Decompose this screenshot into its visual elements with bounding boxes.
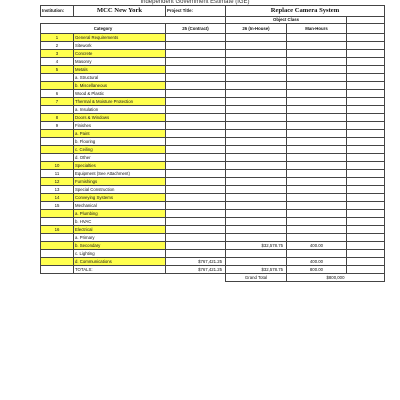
row-inhouse-amount bbox=[226, 114, 287, 122]
table-row bbox=[41, 194, 385, 202]
row-contract-amount: $767,421.25 bbox=[166, 258, 226, 266]
row-man-hours bbox=[287, 138, 347, 146]
row-number bbox=[41, 210, 74, 218]
row-blank-cell bbox=[347, 58, 385, 66]
row-inhouse-amount bbox=[226, 186, 287, 194]
table-row bbox=[41, 250, 385, 258]
row-contract-amount bbox=[166, 194, 226, 202]
row-contract-amount bbox=[166, 122, 226, 130]
row-category: Electrical bbox=[74, 226, 166, 234]
row-number: 9 bbox=[41, 122, 74, 130]
row-number bbox=[41, 106, 74, 114]
row-man-hours bbox=[287, 178, 347, 186]
row-man-hours bbox=[287, 250, 347, 258]
row-blank-cell bbox=[347, 98, 385, 106]
row-number: 2 bbox=[41, 42, 74, 50]
row-inhouse-amount bbox=[226, 162, 287, 170]
row-man-hours bbox=[287, 186, 347, 194]
row-inhouse-amount bbox=[226, 194, 287, 202]
row-man-hours bbox=[287, 154, 347, 162]
row-blank-cell bbox=[347, 266, 385, 274]
row-contract-amount bbox=[166, 234, 226, 242]
row-inhouse-amount bbox=[226, 58, 287, 66]
col-26-header: 26 (In-House) bbox=[226, 24, 287, 34]
row-number: 5 bbox=[41, 66, 74, 74]
row-contract-amount bbox=[166, 250, 226, 258]
row-man-hours bbox=[287, 122, 347, 130]
col-25-header: 25 (Contract) bbox=[166, 24, 226, 34]
row-blank-cell bbox=[347, 90, 385, 98]
header-row-columns bbox=[41, 24, 385, 34]
table-row bbox=[41, 50, 385, 58]
row-inhouse-amount bbox=[226, 146, 287, 154]
row-contract-amount bbox=[166, 146, 226, 154]
row-blank-cell bbox=[347, 202, 385, 210]
row-man-hours bbox=[287, 130, 347, 138]
row-contract-amount bbox=[166, 74, 226, 82]
category-header: Category bbox=[41, 24, 166, 34]
row-blank-cell bbox=[347, 122, 385, 130]
row-category: a. Structural bbox=[74, 74, 166, 82]
row-inhouse-amount bbox=[226, 106, 287, 114]
row-man-hours bbox=[287, 98, 347, 106]
row-man-hours bbox=[287, 234, 347, 242]
row-contract-amount bbox=[166, 202, 226, 210]
row-category: d. Communications bbox=[74, 258, 166, 266]
row-number: 4 bbox=[41, 58, 74, 66]
row-number: 7 bbox=[41, 98, 74, 106]
row-category: b. HVAC bbox=[74, 218, 166, 226]
table-row bbox=[41, 74, 385, 82]
row-man-hours bbox=[287, 34, 347, 42]
row-category: Finishes bbox=[74, 122, 166, 130]
table-row bbox=[41, 114, 385, 122]
row-inhouse-amount bbox=[226, 138, 287, 146]
row-blank-cell bbox=[347, 154, 385, 162]
header-row-object-class bbox=[41, 17, 385, 24]
row-number: 15 bbox=[41, 202, 74, 210]
row-inhouse-amount: $32,578.75 bbox=[226, 266, 287, 274]
row-category: TOTALS: bbox=[74, 266, 166, 274]
row-number: 12 bbox=[41, 178, 74, 186]
row-man-hours bbox=[287, 170, 347, 178]
table-row bbox=[41, 170, 385, 178]
row-category: a. Insulation bbox=[74, 106, 166, 114]
header-blank-cell bbox=[41, 17, 226, 24]
table-row bbox=[41, 90, 385, 98]
row-inhouse-amount bbox=[226, 202, 287, 210]
row-number: 8 bbox=[41, 114, 74, 122]
row-contract-amount bbox=[166, 90, 226, 98]
row-man-hours bbox=[287, 146, 347, 154]
row-inhouse-amount bbox=[226, 234, 287, 242]
row-man-hours bbox=[287, 90, 347, 98]
header-blank-cell bbox=[347, 24, 385, 34]
table-row bbox=[41, 66, 385, 74]
table-row bbox=[41, 178, 385, 186]
table-row bbox=[41, 58, 385, 66]
row-category: a. Primary bbox=[74, 234, 166, 242]
row-contract-amount bbox=[166, 210, 226, 218]
row-category: d. Other bbox=[74, 154, 166, 162]
row-category: Sitework bbox=[74, 42, 166, 50]
row-inhouse-amount bbox=[226, 82, 287, 90]
row-contract-amount bbox=[166, 58, 226, 66]
grand-total-row bbox=[41, 274, 385, 282]
row-inhouse-amount bbox=[226, 98, 287, 106]
row-blank-cell bbox=[347, 106, 385, 114]
row-man-hours bbox=[287, 58, 347, 66]
row-inhouse-amount bbox=[226, 258, 287, 266]
row-inhouse-amount bbox=[226, 226, 287, 234]
table-row bbox=[41, 226, 385, 234]
row-number bbox=[41, 130, 74, 138]
row-contract-amount bbox=[166, 34, 226, 42]
row-number bbox=[41, 234, 74, 242]
institution-label: Institution: bbox=[41, 6, 74, 17]
estimate-table bbox=[40, 5, 385, 282]
row-blank-cell bbox=[347, 170, 385, 178]
row-blank-cell bbox=[347, 74, 385, 82]
row-blank-cell bbox=[347, 250, 385, 258]
row-man-hours bbox=[287, 42, 347, 50]
row-inhouse-amount bbox=[226, 250, 287, 258]
row-number: 3 bbox=[41, 50, 74, 58]
table-row bbox=[41, 202, 385, 210]
row-contract-amount bbox=[166, 170, 226, 178]
row-inhouse-amount bbox=[226, 130, 287, 138]
table-row bbox=[41, 258, 385, 266]
row-number: 14 bbox=[41, 194, 74, 202]
grand-total-value: $800,000 bbox=[287, 274, 385, 282]
row-blank-cell bbox=[347, 194, 385, 202]
table-row bbox=[41, 34, 385, 42]
row-category: Equipment (See Attachment) bbox=[74, 170, 166, 178]
row-inhouse-amount bbox=[226, 218, 287, 226]
row-number bbox=[41, 266, 74, 274]
institution-value: MCC New York bbox=[74, 6, 166, 17]
row-category: a. Plumbing bbox=[74, 210, 166, 218]
row-contract-amount bbox=[166, 162, 226, 170]
row-number: 6 bbox=[41, 90, 74, 98]
table-row bbox=[41, 234, 385, 242]
grand-total-label: Grand Total bbox=[226, 274, 287, 282]
row-blank-cell bbox=[347, 50, 385, 58]
row-category: General Requirements bbox=[74, 34, 166, 42]
row-contract-amount bbox=[166, 106, 226, 114]
row-category: Mechanical bbox=[74, 202, 166, 210]
row-man-hours bbox=[287, 162, 347, 170]
row-contract-amount bbox=[166, 218, 226, 226]
row-blank-cell bbox=[347, 178, 385, 186]
row-man-hours bbox=[287, 50, 347, 58]
object-class-label: Object Class bbox=[226, 17, 347, 24]
row-inhouse-amount bbox=[226, 34, 287, 42]
row-blank-cell bbox=[347, 42, 385, 50]
row-number bbox=[41, 154, 74, 162]
row-contract-amount bbox=[166, 114, 226, 122]
row-contract-amount bbox=[166, 82, 226, 90]
row-category: Masonry bbox=[74, 58, 166, 66]
row-category: b. Secondary bbox=[74, 242, 166, 250]
row-contract-amount bbox=[166, 98, 226, 106]
row-man-hours: 400.00 bbox=[287, 258, 347, 266]
row-contract-amount bbox=[166, 242, 226, 250]
row-man-hours bbox=[287, 202, 347, 210]
row-category: c. Lighting bbox=[74, 250, 166, 258]
row-category: Thermal & Moisture Protection bbox=[74, 98, 166, 106]
table-row bbox=[41, 242, 385, 250]
row-number bbox=[41, 74, 74, 82]
row-man-hours bbox=[287, 66, 347, 74]
table-row bbox=[41, 122, 385, 130]
row-blank-cell bbox=[347, 66, 385, 74]
header-row-institution bbox=[41, 6, 385, 17]
table-row bbox=[41, 130, 385, 138]
row-category: Metals bbox=[74, 66, 166, 74]
row-category: Doors & Windows bbox=[74, 114, 166, 122]
row-contract-amount bbox=[166, 138, 226, 146]
row-man-hours: 800.00 bbox=[287, 266, 347, 274]
table-row bbox=[41, 218, 385, 226]
row-category: a. Paint bbox=[74, 130, 166, 138]
man-hours-header: Man-Hours bbox=[287, 24, 347, 34]
row-man-hours bbox=[287, 82, 347, 90]
row-blank-cell bbox=[347, 162, 385, 170]
row-man-hours bbox=[287, 226, 347, 234]
row-contract-amount bbox=[166, 178, 226, 186]
row-man-hours bbox=[287, 74, 347, 82]
row-inhouse-amount bbox=[226, 74, 287, 82]
row-contract-amount bbox=[166, 154, 226, 162]
row-number bbox=[41, 138, 74, 146]
table-row bbox=[41, 154, 385, 162]
row-category: Conveying Systems bbox=[74, 194, 166, 202]
row-number bbox=[41, 146, 74, 154]
document-title: Independent Government Estimate (IGE) bbox=[140, 0, 250, 5]
row-contract-amount bbox=[166, 226, 226, 234]
row-number: 16 bbox=[41, 226, 74, 234]
row-inhouse-amount bbox=[226, 178, 287, 186]
row-blank-cell bbox=[347, 210, 385, 218]
table-row bbox=[41, 42, 385, 50]
row-man-hours bbox=[287, 114, 347, 122]
row-blank-cell bbox=[347, 146, 385, 154]
row-category: b. Flooring bbox=[74, 138, 166, 146]
row-blank-cell bbox=[347, 186, 385, 194]
row-number bbox=[41, 250, 74, 258]
row-category: Furnishings bbox=[74, 178, 166, 186]
row-inhouse-amount: $32,578.75 bbox=[226, 242, 287, 250]
row-blank-cell bbox=[347, 234, 385, 242]
row-category: Wood & Plastic bbox=[74, 90, 166, 98]
table-row bbox=[41, 146, 385, 154]
row-blank-cell bbox=[347, 258, 385, 266]
row-blank-cell bbox=[347, 82, 385, 90]
project-title-label: Project Title: bbox=[166, 6, 226, 17]
row-inhouse-amount bbox=[226, 170, 287, 178]
table-row bbox=[41, 186, 385, 194]
row-category: c. Ceiling bbox=[74, 146, 166, 154]
row-inhouse-amount bbox=[226, 154, 287, 162]
grand-total-blank bbox=[41, 274, 226, 282]
table-row bbox=[41, 106, 385, 114]
row-inhouse-amount bbox=[226, 66, 287, 74]
project-title-value: Replace Camera System bbox=[226, 6, 385, 17]
row-man-hours bbox=[287, 218, 347, 226]
row-blank-cell bbox=[347, 242, 385, 250]
row-blank-cell bbox=[347, 114, 385, 122]
table-row bbox=[41, 210, 385, 218]
row-inhouse-amount bbox=[226, 50, 287, 58]
row-category: b. Miscellaneous bbox=[74, 82, 166, 90]
table-row bbox=[41, 162, 385, 170]
row-blank-cell bbox=[347, 130, 385, 138]
row-contract-amount bbox=[166, 66, 226, 74]
row-contract-amount bbox=[166, 50, 226, 58]
row-number bbox=[41, 258, 74, 266]
row-number: 1 bbox=[41, 34, 74, 42]
row-contract-amount bbox=[166, 42, 226, 50]
row-man-hours bbox=[287, 194, 347, 202]
row-number bbox=[41, 82, 74, 90]
table-row bbox=[41, 266, 385, 274]
row-number bbox=[41, 242, 74, 250]
row-blank-cell bbox=[347, 138, 385, 146]
row-inhouse-amount bbox=[226, 122, 287, 130]
table-row bbox=[41, 82, 385, 90]
row-man-hours: 400.00 bbox=[287, 242, 347, 250]
row-inhouse-amount bbox=[226, 42, 287, 50]
row-blank-cell bbox=[347, 226, 385, 234]
row-number: 11 bbox=[41, 170, 74, 178]
row-man-hours bbox=[287, 210, 347, 218]
row-category: Concrete bbox=[74, 50, 166, 58]
row-number: 13 bbox=[41, 186, 74, 194]
row-blank-cell bbox=[347, 34, 385, 42]
header-blank-cell bbox=[347, 17, 385, 24]
row-contract-amount bbox=[166, 130, 226, 138]
row-man-hours bbox=[287, 106, 347, 114]
row-category: Special Construction bbox=[74, 186, 166, 194]
table-row bbox=[41, 98, 385, 106]
row-number bbox=[41, 218, 74, 226]
row-number: 10 bbox=[41, 162, 74, 170]
row-category: Specialties bbox=[74, 162, 166, 170]
row-contract-amount: $767,421.25 bbox=[166, 266, 226, 274]
table-row bbox=[41, 138, 385, 146]
row-contract-amount bbox=[166, 186, 226, 194]
row-blank-cell bbox=[347, 218, 385, 226]
row-inhouse-amount bbox=[226, 210, 287, 218]
row-inhouse-amount bbox=[226, 90, 287, 98]
